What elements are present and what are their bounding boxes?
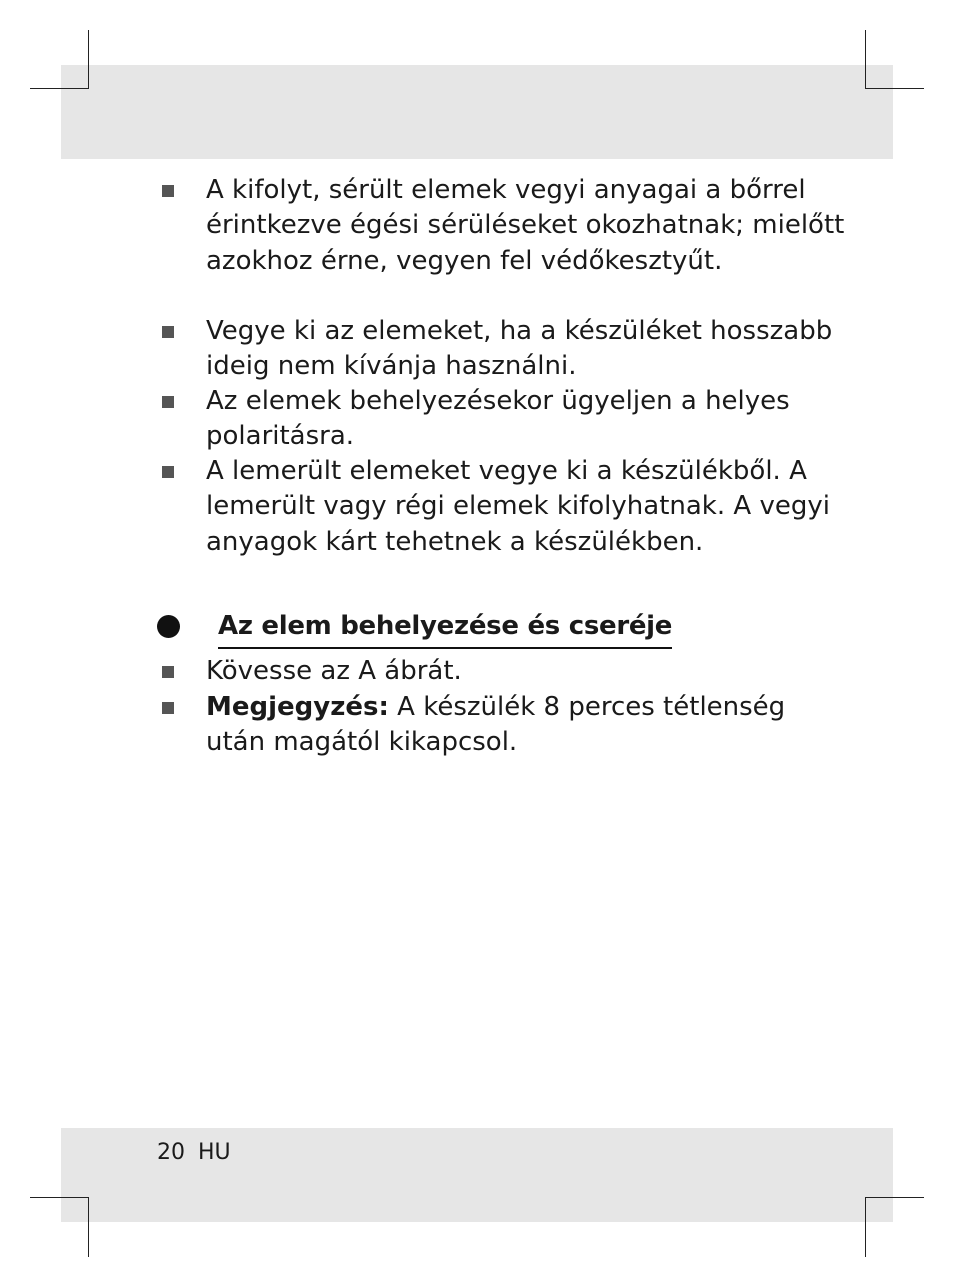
list-item xyxy=(206,690,846,761)
square-bullet-icon xyxy=(162,702,174,714)
footer-band xyxy=(61,1128,893,1222)
square-bullet-icon xyxy=(162,396,174,408)
crop-mark xyxy=(30,88,89,89)
list-item: Az elemek behelyezésekor ügyeljen a helyes polaritásra. xyxy=(206,386,790,452)
crop-mark xyxy=(865,30,866,89)
crop-mark xyxy=(88,30,89,89)
square-bullet-icon xyxy=(162,466,174,478)
header-band xyxy=(61,65,893,159)
crop-mark xyxy=(865,1197,924,1198)
list-item: Kövesse az A ábrát. xyxy=(206,656,462,686)
section-dot-icon xyxy=(157,615,180,638)
crop-mark xyxy=(865,88,924,89)
crop-mark xyxy=(865,1198,866,1257)
note-text: A készülék 8 perces tétlenség után magától kikapcsol. xyxy=(206,692,786,758)
square-bullet-icon xyxy=(162,326,174,338)
list-item: A lemerült elemeket vegye ki a készülékből. A lemerült vagy régi elemek kifolyhatnak. A vegyi anyagok kárt tehetnek a készülékben. xyxy=(206,456,830,557)
crop-mark xyxy=(30,1197,89,1198)
list-item: Vegye ki az elemeket, ha a készüléket hosszabb ideig nem kívánja használni. xyxy=(206,316,833,382)
square-bullet-icon xyxy=(162,666,174,678)
square-bullet-icon xyxy=(162,185,174,197)
list-item: A kifolyt, sérült elemek vegyi anyagai a bőrrel érintkezve égési sérüléseket okozhatnak; mielőtt azokhoz érne, vegyen fel védőkesztyűt. xyxy=(206,175,845,276)
language-code: HU xyxy=(198,1140,231,1165)
note-label: Megjegyzés: xyxy=(206,692,389,722)
crop-mark xyxy=(88,1198,89,1257)
section-heading: Az elem behelyezése és cseréje xyxy=(218,606,672,649)
page-number: 20 xyxy=(157,1140,185,1165)
